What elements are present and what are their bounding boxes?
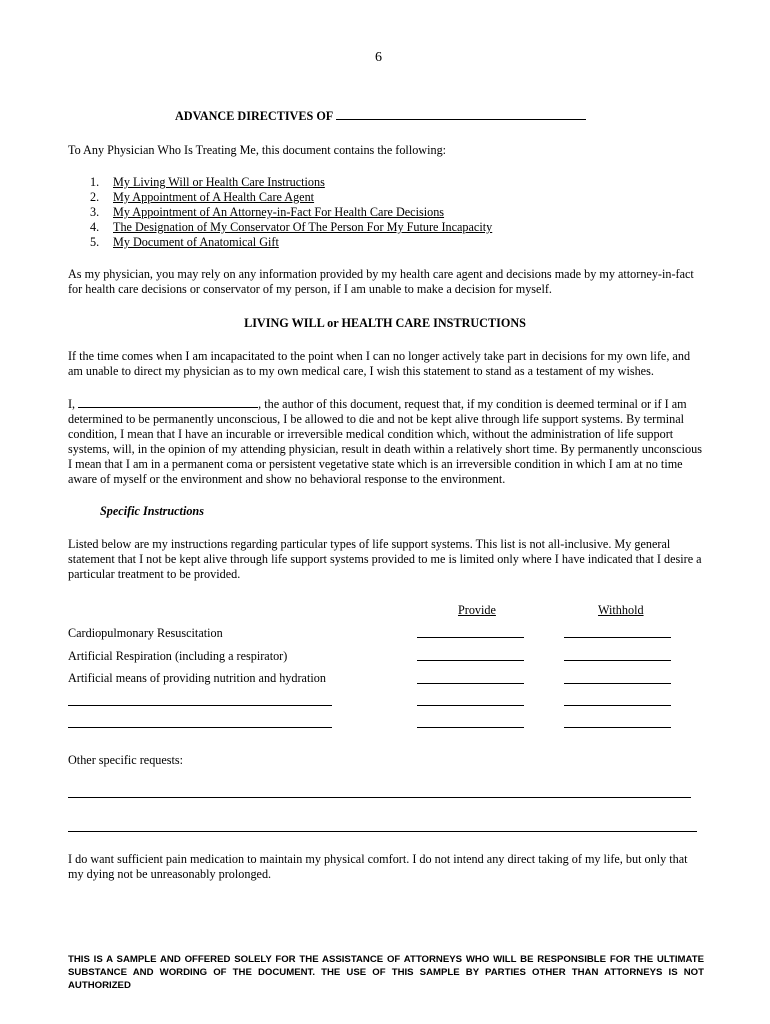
list-link[interactable]: My Living Will or Health Care Instructions	[113, 175, 325, 189]
specific-instructions-heading: Specific Instructions	[100, 504, 204, 518]
custom-treatment-blank[interactable]	[68, 705, 332, 706]
declaration-paragraph	[68, 397, 703, 487]
provide-column-header: Provide	[458, 603, 496, 617]
custom-treatment-blank[interactable]	[68, 727, 332, 728]
withhold-blank[interactable]	[564, 727, 671, 728]
reliance-paragraph: As my physician, you may rely on any information provided by my health care agent and decisions made by my attorney-in-fact for health care decisions or conservator of my person, if I am unable to make a decision for myself.	[68, 267, 694, 296]
pain-medication-paragraph: I do want sufficient pain medication to maintain my physical comfort. I do not intend any direct taking of my life, but only that my dying not be unreasonably prolonged.	[68, 852, 688, 881]
other-requests-label: Other specific requests:	[68, 753, 184, 767]
name-blank[interactable]	[336, 110, 586, 120]
list-item	[90, 175, 492, 190]
withhold-blank[interactable]	[564, 637, 671, 638]
list-link[interactable]: My Appointment of An Attorney-in-Fact For Health Care Decisions	[113, 205, 445, 219]
statement-paragraph: If the time comes when I am incapacitated to the point when I can no longer actively take part in decisions for my own life, and am unable to direct my physician as to my own medical care, I wish this statement to stand as a testament of my wishes.	[68, 349, 691, 378]
list-item	[90, 235, 492, 250]
provide-blank[interactable]	[417, 660, 524, 661]
provide-blank[interactable]	[417, 637, 524, 638]
section-heading: LIVING WILL or HEALTH CARE INSTRUCTIONS	[244, 316, 526, 330]
page-number: 6	[375, 50, 382, 65]
withhold-column-header: Withhold	[598, 603, 644, 617]
treatment-label: Cardiopulmonary Resuscitation	[68, 626, 223, 640]
specific-paragraph: Listed below are my instructions regarding particular types of life support systems. This list is not all-inclusive. My general statement that I not be kept alive through life support systems provided to me is limited only where I have indicated that I desire a particular treatment to be provided.	[68, 537, 702, 581]
withhold-blank[interactable]	[564, 660, 671, 661]
treatment-label: Artificial means of providing nutrition and hydration	[68, 671, 326, 685]
list-number: 2.	[90, 190, 100, 204]
list-number: 1.	[90, 175, 100, 189]
declaration-body: , the author of this document, request that, if my condition is deemed terminal or if I am determined to be permanently unconscious, I be allowed to die and not be kept alive through life support systems. By terminal condition, I mean that I have an incurable or irreversible medical condition which, without the administration of life support systems, will, in the opinion of my attending physician, result in death within a relatively short time. By permanently unconscious I mean that I am in a permanent coma or persistent vegetative state which is an irreversible condition in which I am at no time aware of myself or the environment and show no behavioral response to the environment.	[68, 397, 702, 486]
list-link[interactable]: My Document of Anatomical Gift	[113, 235, 279, 249]
title-text: ADVANCE DIRECTIVES OF	[175, 109, 334, 123]
list-number: 3.	[90, 205, 100, 219]
contents-list	[90, 175, 492, 250]
treatment-label: Artificial Respiration (including a respirator)	[68, 649, 288, 663]
list-item	[90, 190, 492, 205]
author-name-blank[interactable]	[78, 397, 258, 408]
list-item	[90, 205, 492, 220]
withhold-blank[interactable]	[564, 705, 671, 706]
list-number: 5.	[90, 235, 100, 249]
list-link[interactable]: The Designation of My Conservator Of The Person For My Future Incapacity	[113, 220, 493, 234]
list-item	[90, 220, 492, 235]
other-requests-line[interactable]	[68, 831, 697, 832]
list-link[interactable]: My Appointment of A Health Care Agent	[113, 190, 315, 204]
withhold-blank[interactable]	[564, 683, 671, 684]
intro-text: To Any Physician Who Is Treating Me, this document contains the following:	[68, 143, 447, 157]
provide-blank[interactable]	[417, 727, 524, 728]
declaration-prefix: I,	[68, 397, 76, 411]
list-number: 4.	[90, 220, 100, 234]
disclaimer-footer: THIS IS A SAMPLE AND OFFERED SOLELY FOR THE ASSISTANCE OF ATTORNEYS WHO WILL BE RESPONSIBLE FOR THE ULTIMATE SUBSTANCE AND WORDING OF THE DOCUMENT. THE USE OF THIS SAMPLE BY PARTIES OTHER THAN ATTORNEYS IS NOT AUTHORIZED	[68, 954, 704, 991]
other-requests-line[interactable]	[68, 797, 691, 798]
provide-blank[interactable]	[417, 705, 524, 706]
provide-blank[interactable]	[417, 683, 524, 684]
document-title	[175, 109, 586, 124]
